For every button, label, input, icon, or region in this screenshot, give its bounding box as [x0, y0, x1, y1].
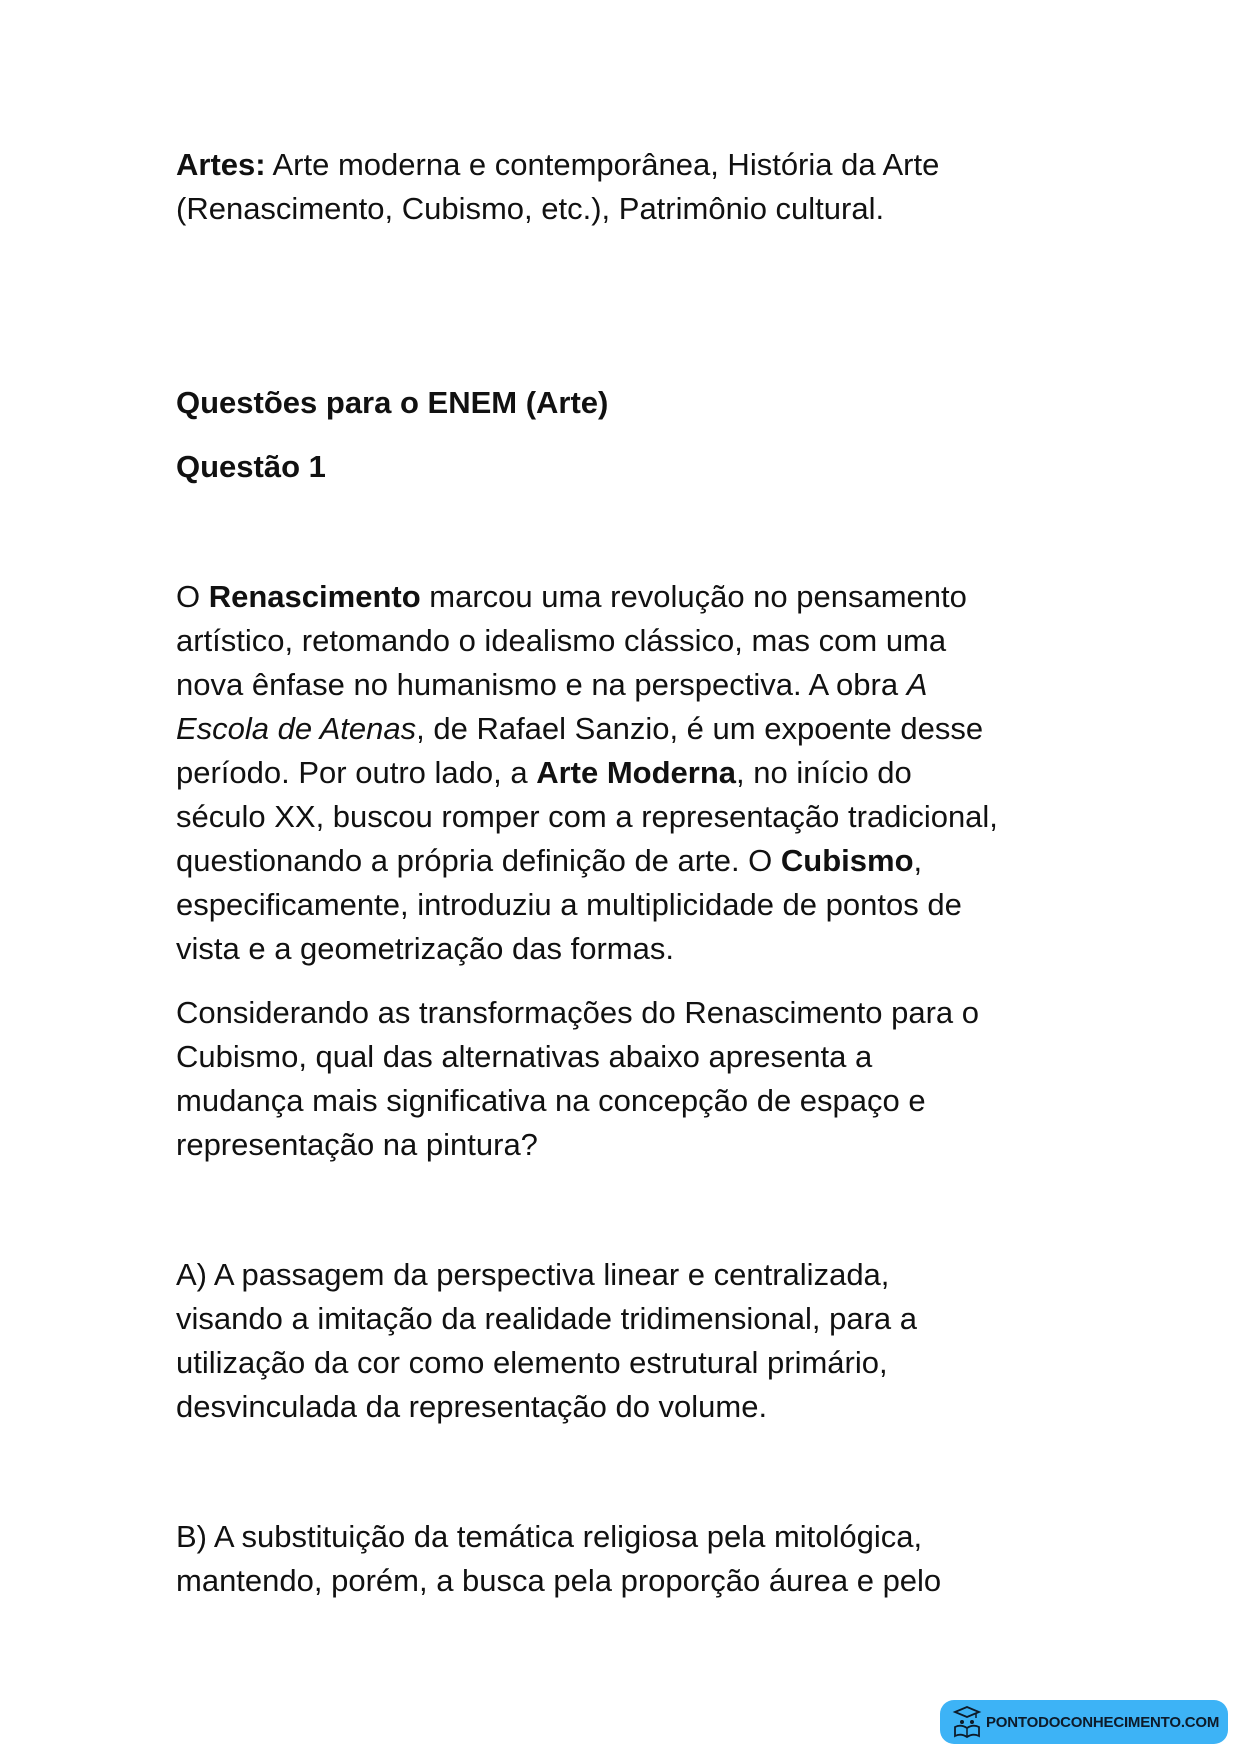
- text-segment: , no início do: [736, 755, 912, 790]
- option-a: [176, 1253, 917, 1429]
- text-segment: utilização da cor como elemento estrutural primário,: [176, 1345, 888, 1380]
- text-line: [176, 1385, 917, 1429]
- text-segment: Considerando as transformações do Renascimento para o: [176, 995, 980, 1030]
- text-line: [176, 143, 939, 187]
- text-line: [176, 1253, 917, 1297]
- text-line: [176, 1123, 979, 1167]
- bold-text: Renascimento: [208, 579, 421, 614]
- text-line: [176, 795, 998, 839]
- text-segment: desvinculada da representação do volume.: [176, 1389, 768, 1424]
- text-line: [176, 1297, 917, 1341]
- graduation-book-icon: [952, 1705, 982, 1739]
- question-title: Questão 1: [176, 449, 326, 484]
- text-segment: Cubismo, qual das alternativas abaixo apresenta a: [176, 1039, 873, 1074]
- text-segment: vista e a geometrização das formas.: [176, 931, 674, 966]
- text-segment: representação na pintura?: [176, 1127, 538, 1162]
- text-line: [176, 751, 998, 795]
- text-segment: (Renascimento, Cubismo, etc.), Patrimônio cultural.: [176, 191, 885, 226]
- text-segment: visando a imitação da realidade tridimensional, para a: [176, 1301, 917, 1336]
- text-line: [176, 1559, 941, 1603]
- text-line: [176, 707, 998, 751]
- text-segment: período. Por outro lado, a: [176, 755, 537, 790]
- text-segment: A) A passagem da perspectiva linear e centralizada,: [176, 1257, 890, 1292]
- text-line: [176, 927, 998, 971]
- bold-text: Cubismo: [780, 843, 914, 878]
- text-segment: , de Rafael Sanzio, é um expoente desse: [416, 711, 984, 746]
- text-line: [176, 883, 998, 927]
- text-segment: nova ênfase no humanismo e na perspectiva. A obra: [176, 667, 907, 702]
- text-segment: Arte moderna e contemporânea, História da Arte: [265, 147, 940, 182]
- badge-text: PONTODOCONHECIMENTO.COM: [986, 1713, 1220, 1731]
- text-segment: questionando a própria definição de arte. O: [176, 843, 781, 878]
- text-line: [176, 839, 998, 883]
- italic-text: Escola de Atenas: [176, 711, 417, 746]
- text-segment: O: [176, 579, 209, 614]
- option-b: [176, 1515, 941, 1603]
- text-segment: especificamente, introduziu a multiplicidade de pontos de: [176, 887, 962, 922]
- text-line: [176, 663, 998, 707]
- text-line: [176, 1035, 979, 1079]
- intro-text: [176, 143, 939, 231]
- text-segment: mantendo, porém, a busca pela proporção áurea e pelo: [176, 1563, 942, 1598]
- text-segment: B) A substituição da temática religiosa pela mitológica,: [176, 1519, 923, 1554]
- text-line: [176, 1515, 941, 1559]
- bold-text: Arte Moderna: [536, 755, 736, 790]
- site-badge: [940, 1700, 1228, 1744]
- text-line: [176, 575, 998, 619]
- text-segment: artístico, retomando o idealismo clássico, mas com uma: [176, 623, 947, 658]
- text-line: [176, 991, 979, 1035]
- text-line: [176, 187, 939, 231]
- text-line: [176, 1341, 917, 1385]
- text-segment: século XX, buscou romper com a representação tradicional,: [176, 799, 998, 834]
- text-line: [176, 1079, 979, 1123]
- question-paragraph-2: [176, 991, 979, 1167]
- text-line: [176, 619, 998, 663]
- italic-text: A: [906, 667, 928, 702]
- bold-text: Artes:: [176, 147, 266, 182]
- text-segment: ,: [913, 843, 923, 878]
- text-segment: marcou uma revolução no pensamento: [420, 579, 967, 614]
- question-paragraph-1: [176, 575, 998, 971]
- text-segment: mudança mais significativa na concepção de espaço e: [176, 1083, 926, 1118]
- section-title: Questões para o ENEM (Arte): [176, 385, 609, 420]
